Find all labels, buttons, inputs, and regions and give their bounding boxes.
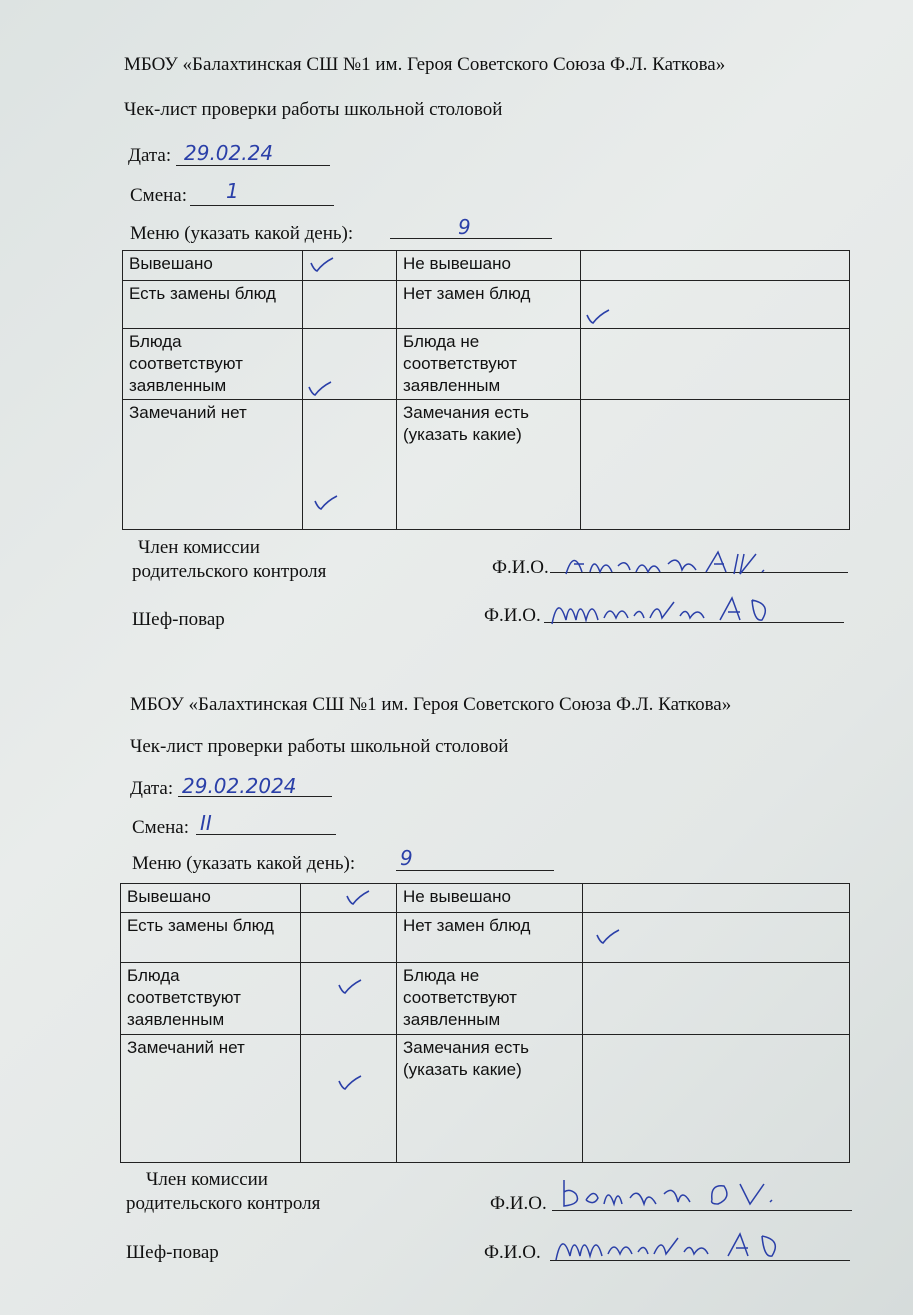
date-value: 29.02.2024	[182, 774, 297, 798]
row-label: Не вывешано	[397, 884, 583, 913]
checkmark-icon	[313, 495, 339, 511]
fio-label: Ф.И.О.	[484, 1242, 541, 1263]
signature-underline	[552, 1210, 852, 1211]
checkmark-icon	[309, 257, 335, 273]
row-label: Замечания есть (указать какие)	[397, 400, 581, 530]
menu-underline	[396, 870, 554, 871]
member-label-line2: родительского контроля	[126, 1193, 321, 1214]
row-label: Не вывешано	[397, 251, 581, 281]
member-label-line1: Член комиссии	[138, 537, 260, 558]
table-row	[123, 281, 850, 329]
row-label: Блюда не соответствуют заявленным	[397, 329, 581, 400]
org-title: МБОУ «Балахтинская СШ №1 им. Героя Советского Союза Ф.Л. Каткова»	[124, 54, 726, 75]
menu-underline	[390, 238, 552, 239]
member-label-line2: родительского контроля	[132, 561, 327, 582]
checklist-title: Чек-лист проверки работы школьной столовой	[130, 736, 509, 757]
check-cell[interactable]	[303, 400, 397, 530]
fio-label: Ф.И.О.	[492, 557, 549, 578]
row-label: Есть замены блюд	[123, 281, 303, 329]
shift-underline	[196, 834, 336, 835]
checklist-title: Чек-лист проверки работы школьной столовой	[124, 99, 503, 120]
checkmark-icon	[337, 979, 363, 995]
check-cell[interactable]	[301, 884, 397, 913]
menu-value: 9	[400, 846, 413, 870]
table-row	[121, 884, 850, 913]
checklist-table	[120, 883, 850, 1163]
table-row	[123, 400, 850, 530]
check-cell[interactable]	[583, 884, 850, 913]
shift-value: II	[200, 811, 212, 835]
check-cell[interactable]	[583, 1035, 850, 1163]
fio-label: Ф.И.О.	[490, 1193, 547, 1214]
checkmark-icon	[585, 309, 611, 325]
date-value: 29.02.24	[184, 141, 274, 165]
check-cell[interactable]	[581, 251, 850, 281]
date-label: Дата:	[130, 778, 174, 799]
row-label: Замечания есть (указать какие)	[397, 1035, 583, 1163]
check-cell[interactable]	[301, 1035, 397, 1163]
row-label: Блюда соответствуют заявленным	[123, 329, 303, 400]
menu-value: 9	[458, 215, 471, 239]
table-row	[121, 1035, 850, 1163]
table-row	[123, 329, 850, 400]
chef-signature	[552, 1226, 812, 1264]
member-label-line1: Член комиссии	[146, 1169, 268, 1190]
check-cell[interactable]	[583, 963, 850, 1035]
checkmark-icon	[345, 890, 371, 906]
check-cell[interactable]	[581, 329, 850, 400]
check-cell[interactable]	[303, 281, 397, 329]
check-cell[interactable]	[301, 963, 397, 1035]
check-cell[interactable]	[581, 400, 850, 530]
table-row	[123, 251, 850, 281]
table-row	[121, 963, 850, 1035]
member-signature	[560, 1176, 790, 1210]
shift-underline	[190, 205, 334, 206]
shift-label: Смена:	[132, 817, 190, 838]
row-label: Вывешано	[121, 884, 301, 913]
row-label: Нет замен блюд	[397, 913, 583, 963]
menu-label: Меню (указать какой день):	[130, 223, 354, 244]
row-label: Блюда не соответствуют заявленным	[397, 963, 583, 1035]
checkmark-icon	[307, 381, 333, 397]
shift-value: 1	[226, 179, 239, 203]
shift-label: Смена:	[130, 185, 188, 206]
row-label: Есть замены блюд	[121, 913, 301, 963]
fio-label: Ф.И.О.	[484, 605, 541, 626]
member-signature	[560, 546, 800, 580]
check-cell[interactable]	[303, 251, 397, 281]
checklist-table	[122, 250, 850, 530]
row-label: Вывешано	[123, 251, 303, 281]
row-label: Нет замен блюд	[397, 281, 581, 329]
check-cell[interactable]	[303, 329, 397, 400]
check-cell[interactable]	[301, 913, 397, 963]
table-row	[121, 913, 850, 963]
date-label: Дата:	[128, 145, 172, 166]
checkmark-icon	[337, 1075, 363, 1091]
check-cell[interactable]	[583, 913, 850, 963]
org-title: МБОУ «Балахтинская СШ №1 им. Героя Советского Союза Ф.Л. Каткова»	[130, 694, 732, 715]
date-underline	[176, 165, 330, 166]
row-label: Замечаний нет	[121, 1035, 301, 1163]
row-label: Блюда соответствуют заявленным	[121, 963, 301, 1035]
row-label: Замечаний нет	[123, 400, 303, 530]
chef-signature	[548, 590, 798, 628]
chef-label: Шеф-повар	[126, 1242, 219, 1263]
menu-label: Меню (указать какой день):	[132, 853, 356, 874]
chef-label: Шеф-повар	[132, 609, 225, 630]
checkmark-icon	[595, 929, 621, 945]
check-cell[interactable]	[581, 281, 850, 329]
